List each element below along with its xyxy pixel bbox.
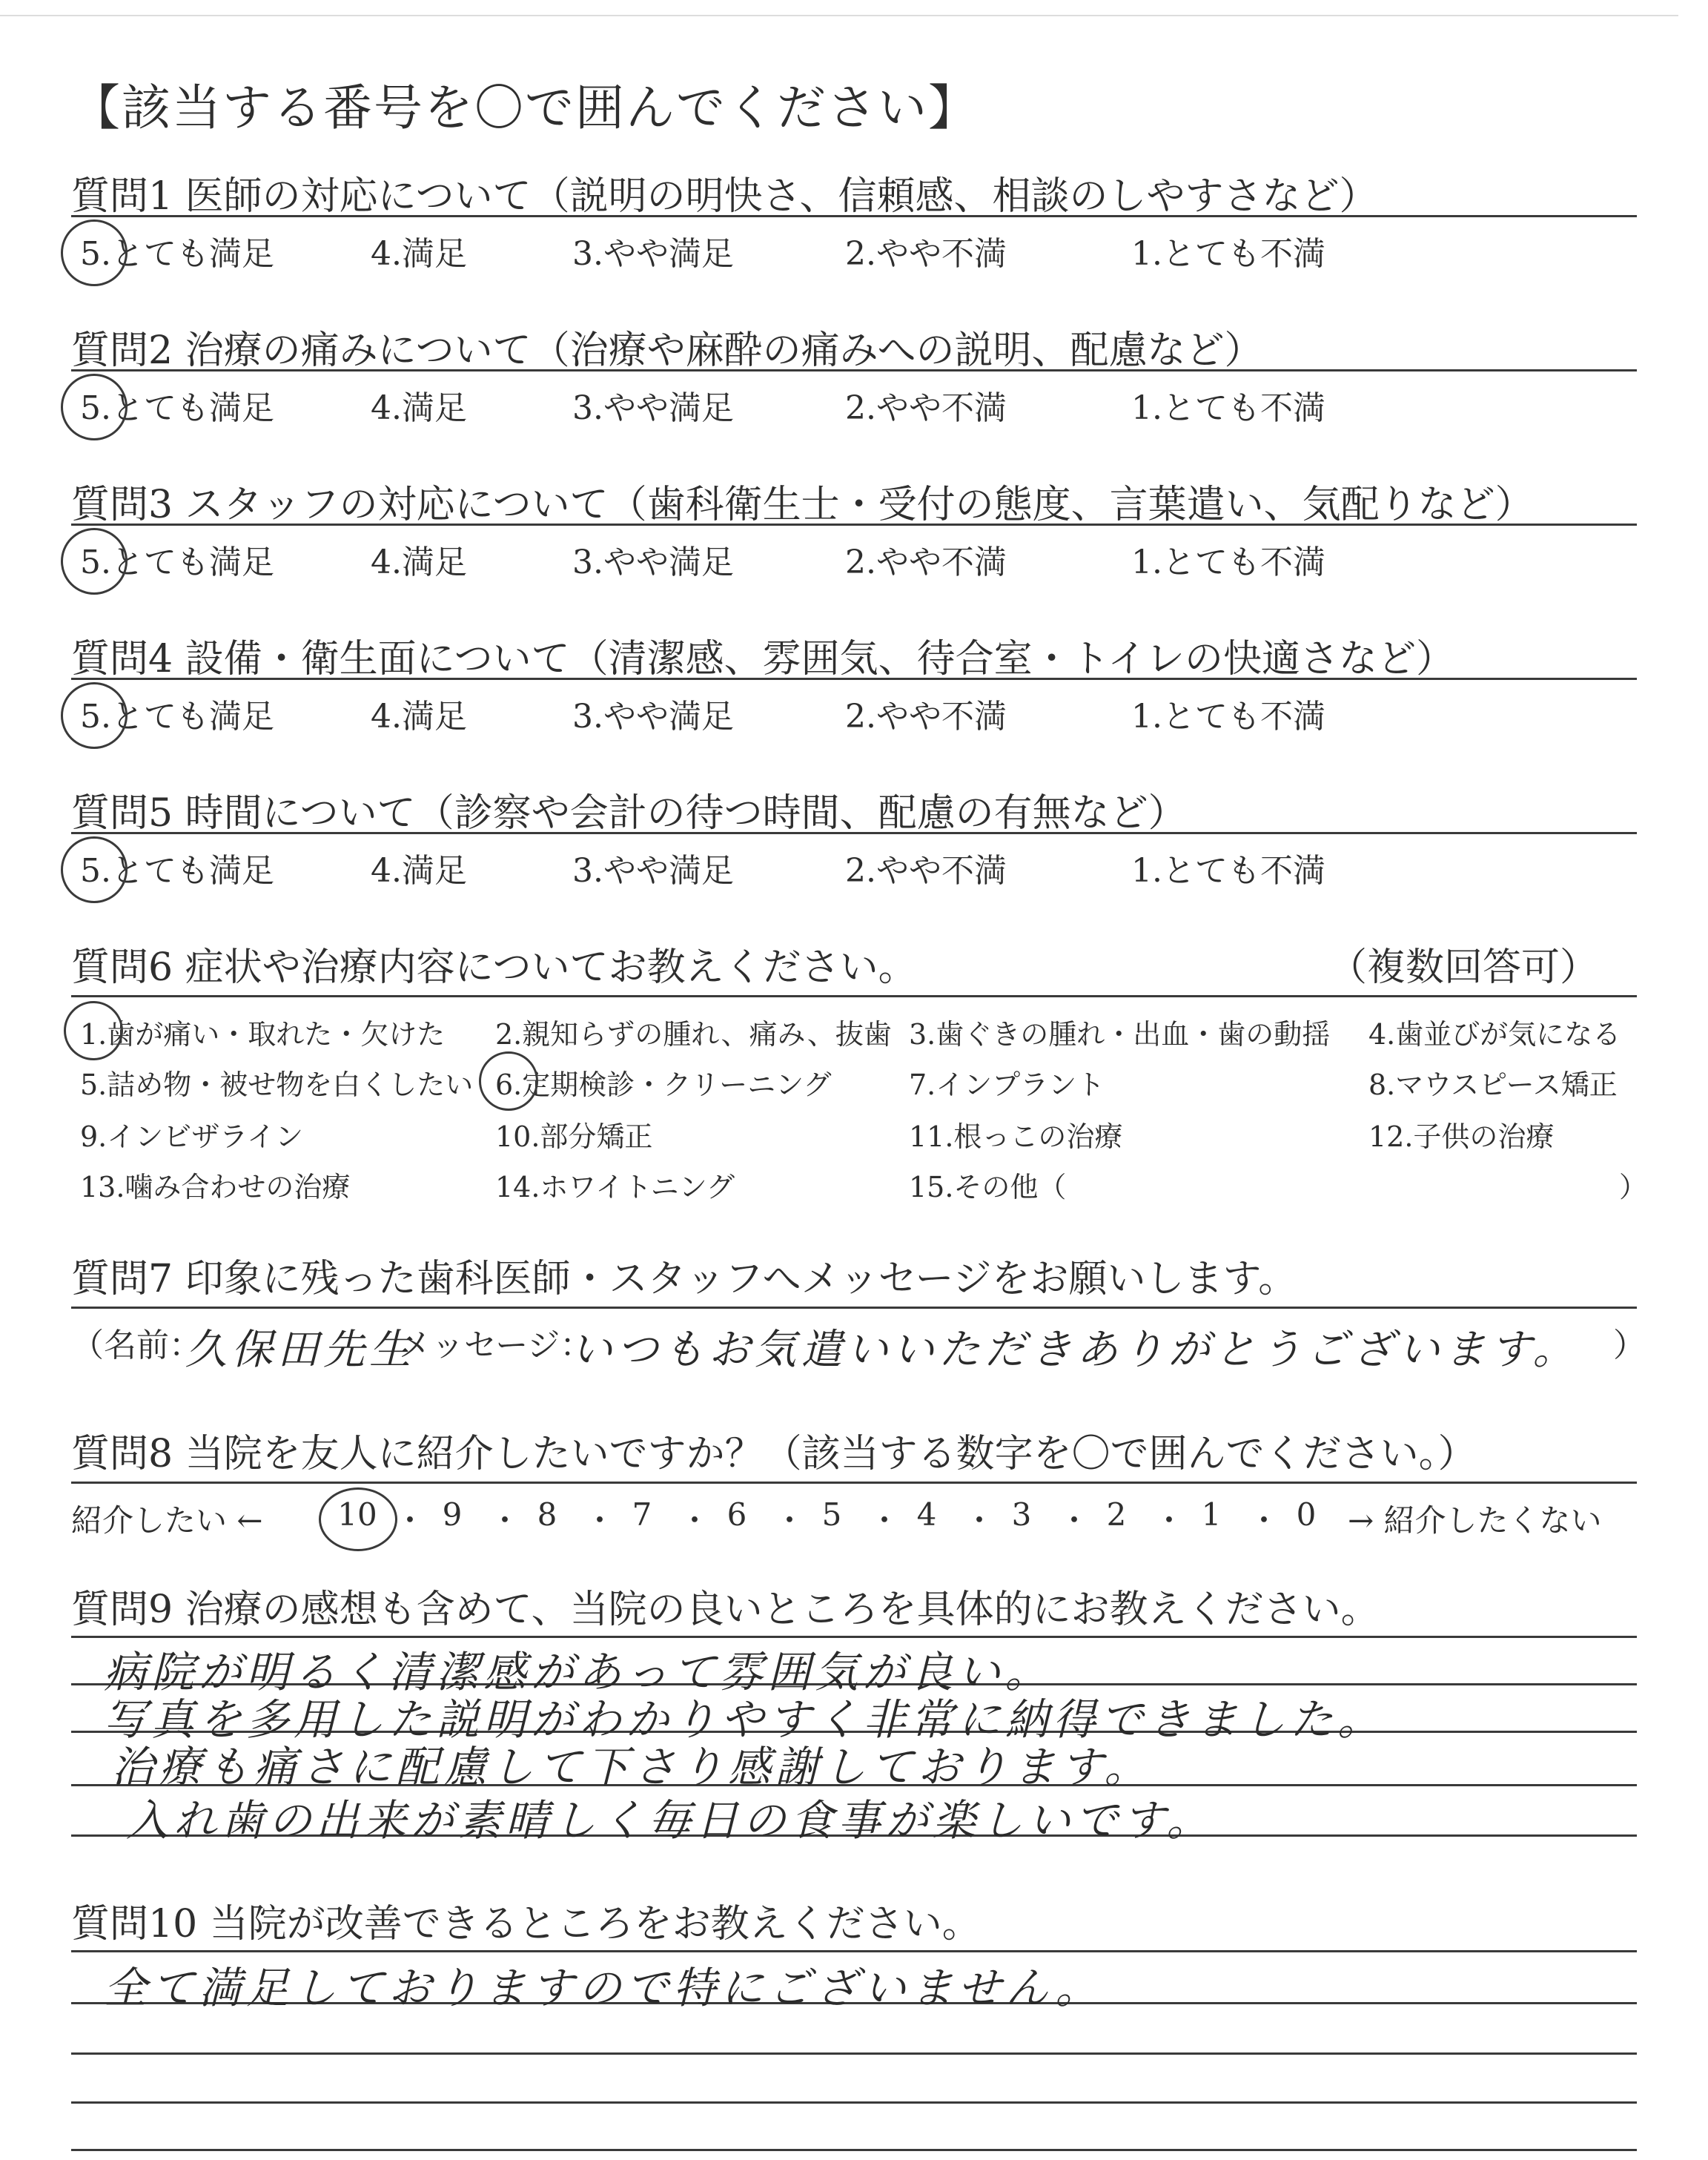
q6-rule (71, 995, 1637, 997)
q9-answer-line-1: 病院が明るく清潔感があって雰囲気が良い。 (104, 1647, 1053, 1697)
q10-rule-4 (71, 2101, 1637, 2104)
q3-option-3[interactable]: 3.やや満足 (572, 544, 734, 581)
q7-message-value: いつもお気遣いいただきありがとうございます。 (571, 1326, 1579, 1374)
q9-answer-line-2: 写真を多用した説明がわかりやすく非常に納得できました。 (104, 1694, 1386, 1745)
q9-answer-line-3: 治療も痛さに配慮して下さり感謝しております。 (111, 1742, 1152, 1792)
q5-option-4[interactable]: 4.満足 (371, 852, 467, 890)
q4-option-2[interactable]: 2.やや不満 (845, 698, 1007, 736)
q3-selection-circle (61, 528, 128, 595)
q8-scale-10[interactable]: 10 (337, 1496, 377, 1533)
q8-scale-1[interactable]: 1 (1201, 1496, 1222, 1533)
q8-scale-8[interactable]: 8 (537, 1496, 557, 1533)
q5-title: 質問5 時間について（診察や会計の待つ時間、配慮の有無など） (71, 791, 1187, 836)
q3-option-1[interactable]: 1.とても不満 (1131, 544, 1325, 581)
q2-option-5[interactable]: 5.とても満足 (80, 389, 274, 427)
q9-answer-line-4: 入れ歯の出来が素晴しく毎日の食事が楽しいです。 (126, 1795, 1214, 1846)
q7-name-value: 久保田先生 (185, 1326, 415, 1374)
q5-option-3[interactable]: 3.やや満足 (572, 852, 734, 890)
q8-scale-7[interactable]: 7 (632, 1496, 652, 1533)
q10-answer-line-1: 全て満足しておりますので特にございません。 (104, 1963, 1103, 2013)
q7-message-label: メッセージ： (399, 1327, 593, 1364)
q2-option-3[interactable]: 3.やや満足 (572, 389, 734, 427)
q5-selection-circle (61, 836, 128, 903)
q3-rule (71, 524, 1637, 526)
q8-rule (71, 1482, 1637, 1484)
q8-scale-dot: ・ (774, 1502, 806, 1539)
q4-title: 質問4 設備・衛生面について（清潔感、雰囲気、待合室・トイレの快適さなど） (71, 637, 1454, 681)
q4-option-5[interactable]: 5.とても満足 (80, 698, 274, 736)
q6-note: （複数回答可） (1328, 945, 1598, 990)
q8-scale-dot: ・ (394, 1502, 426, 1539)
q3-title: 質問3 スタッフの対応について（歯科衛生士・受付の態度、言葉遣い、気配りなど） (71, 483, 1534, 527)
q6-option-16[interactable]: ） (1619, 1171, 1648, 1203)
q8-scale-dot: ・ (679, 1502, 711, 1539)
q2-title: 質問2 治療の痛みについて（治療や麻酔の痛みへの説明、配慮など） (71, 328, 1263, 373)
q8-title: 質問8 当院を友人に紹介したいですか？（該当する数字を〇で囲んでください。） (71, 1432, 1477, 1476)
q3-option-4[interactable]: 4.満足 (371, 544, 467, 581)
q10-rule-3 (71, 2052, 1637, 2055)
q6-selection-circle-1 (64, 1001, 123, 1060)
q7-close: ） (1613, 1327, 1646, 1364)
q5-option-5[interactable]: 5.とても満足 (80, 852, 274, 890)
q4-option-3[interactable]: 3.やや満足 (572, 698, 734, 736)
q8-scale-5[interactable]: 5 (821, 1496, 842, 1533)
q2-option-1[interactable]: 1.とても不満 (1131, 389, 1325, 427)
q2-option-2[interactable]: 2.やや不満 (845, 389, 1007, 427)
q8-scale-2[interactable]: 2 (1106, 1496, 1127, 1533)
q4-option-1[interactable]: 1.とても不満 (1131, 698, 1325, 736)
q6-option-8[interactable]: 8.マウスピース矯正 (1368, 1069, 1618, 1101)
q6-option-10[interactable]: 10.部分矯正 (495, 1120, 653, 1153)
q8-scale-4[interactable]: 4 (916, 1496, 937, 1533)
q6-option-14[interactable]: 14.ホワイトニング (495, 1171, 735, 1203)
q1-title: 質問1 医師の対応について（説明の明快さ、信頼感、相談のしやすさなど） (71, 174, 1378, 219)
q1-rule (71, 215, 1637, 217)
q8-right-label: → 紹介したくない (1348, 1502, 1602, 1539)
q1-selection-circle (61, 219, 128, 286)
q8-scale-dot: ・ (1153, 1502, 1185, 1539)
q8-scale-dot: ・ (964, 1502, 996, 1539)
q6-option-15[interactable]: 15.その他（ (909, 1171, 1067, 1203)
q8-scale-dot: ・ (1059, 1502, 1090, 1539)
q8-scale-dot: ・ (584, 1502, 616, 1539)
q8-scale-dot: ・ (1248, 1502, 1280, 1539)
q10-title: 質問10 当院が改善できるところをお教えください。 (71, 1902, 981, 1946)
q1-option-2[interactable]: 2.やや不満 (845, 235, 1007, 273)
q6-option-5[interactable]: 5.詰め物・被せ物を白くしたい (80, 1069, 474, 1101)
q6-title: 質問6 症状や治療内容についてお教えください。 (71, 945, 917, 990)
q8-left-label: 紹介したい ← (71, 1502, 263, 1539)
q7-title: 質問7 印象に残った歯科医師・スタッフへメッセージをお願いします。 (71, 1257, 1297, 1301)
top-edge-line (0, 15, 1678, 16)
q9-title: 質問9 治療の感想も含めて、当院の良いところを具体的にお教えください。 (71, 1588, 1380, 1632)
q3-option-2[interactable]: 2.やや不満 (845, 544, 1007, 581)
q8-scale-dot: ・ (869, 1502, 901, 1539)
q8-scale-dot: ・ (489, 1502, 521, 1539)
q5-option-2[interactable]: 2.やや不満 (845, 852, 1007, 890)
q2-rule (71, 369, 1637, 371)
q1-option-1[interactable]: 1.とても不満 (1131, 235, 1325, 273)
q6-option-13[interactable]: 13.噛み合わせの治療 (80, 1171, 351, 1203)
q8-scale-9[interactable]: 9 (442, 1496, 463, 1533)
q4-selection-circle (61, 682, 128, 749)
q10-rule-1 (71, 1950, 1637, 1952)
page-header: 【該当する番号を〇で囲んでください】 (71, 79, 979, 136)
q7-name-label: （名前： (71, 1327, 202, 1364)
q3-option-5[interactable]: 5.とても満足 (80, 544, 274, 581)
q2-option-4[interactable]: 4.満足 (371, 389, 467, 427)
q8-scale-3[interactable]: 3 (1011, 1496, 1032, 1533)
q6-option-7[interactable]: 7.インプラント (909, 1069, 1105, 1101)
q7-rule (71, 1307, 1637, 1309)
q10-rule-5 (71, 2149, 1637, 2151)
q4-option-4[interactable]: 4.満足 (371, 698, 467, 736)
q1-option-5[interactable]: 5.とても満足 (80, 235, 274, 273)
q8-selection-circle (319, 1487, 397, 1551)
q6-option-4[interactable]: 4.歯並びが気になる (1368, 1018, 1621, 1051)
q6-option-3[interactable]: 3.歯ぐきの腫れ・出血・歯の動揺 (909, 1018, 1331, 1051)
q5-rule (71, 832, 1637, 834)
q6-option-11[interactable]: 11.根っこの治療 (909, 1120, 1123, 1153)
q5-option-1[interactable]: 1.とても不満 (1131, 852, 1325, 890)
q2-selection-circle (61, 374, 128, 440)
q6-option-1[interactable]: 1.歯が痛い・取れた・欠けた (80, 1018, 446, 1051)
q6-option-12[interactable]: 12.子供の治療 (1368, 1120, 1555, 1153)
q6-option-2[interactable]: 2.親知らずの腫れ、痛み、抜歯 (495, 1018, 892, 1051)
q1-option-4[interactable]: 4.満足 (371, 235, 467, 273)
q8-scale-6[interactable]: 6 (726, 1496, 747, 1533)
q4-rule (71, 678, 1637, 680)
q6-selection-circle-6 (479, 1051, 538, 1111)
q6-option-6[interactable]: 6.定期検診・クリーニング (495, 1069, 832, 1101)
q8-scale-0[interactable]: 0 (1296, 1496, 1317, 1533)
q1-option-3[interactable]: 3.やや満足 (572, 235, 734, 273)
q6-option-9[interactable]: 9.インビザライン (80, 1120, 304, 1153)
